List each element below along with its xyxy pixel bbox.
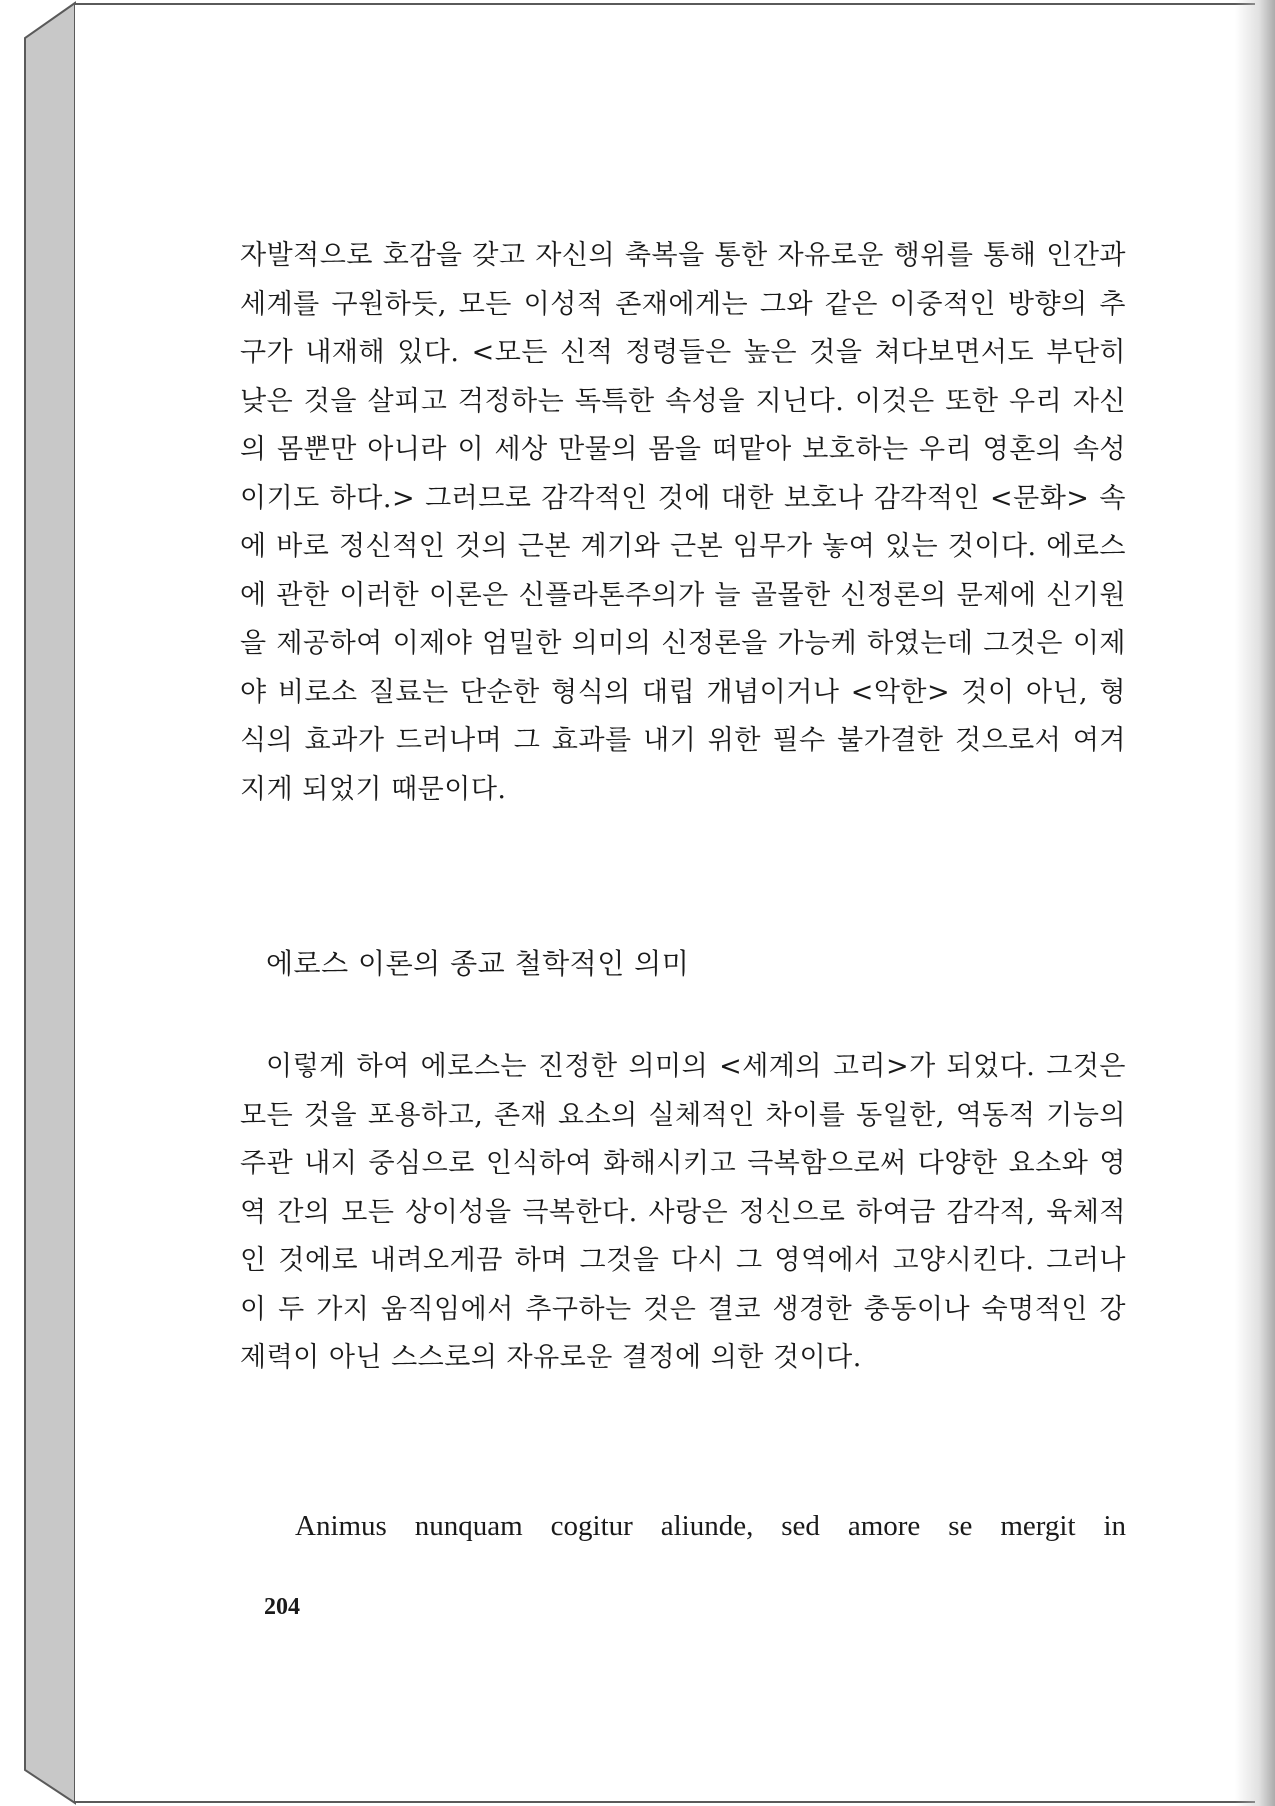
body-paragraph-1: 자발적으로 호감을 갖고 자신의 축복을 통한 자유로운 행위를 통해 인간과 세계를 구원하듯, 모든 이성적 존재에게는 그와 같은 이중적인 방향의 추구가 내재해 있다. <모든 신적 정령들은 높은 것을 쳐다보면서도 부단히 낮은 것을 살피고 걱정하는 독특한 속성을 지닌다. 이것은 또한 우리 자신의 몸뿐만 아니라 이 세상 만물의 몸을 떠맡아 보호하는 우리 영혼의 속성이기도 하다.> 그러므로 감각적인 것에 대한 보호나 감각적인 <문화> 속에 바로 정신적인 것의 근본 계기와 근본 임무가 놓여 있는 것이다. 에로스에 관한 이러한 이론은 신플라톤주의가 늘 골몰한 신정론의 문제에 신기원을 제공하여 이제야 엄밀한 의미의 신정론을 가능케 하였는데 그것은 이제야 비로소 질료는 단순한 형식의 대립 개념이거나 <악한> 것이 아닌, 형식의 효과가 드러나며 그 효과를 내기 위한 필수 불가결한 것으로서 여겨지게 되었기 때문이다. (240, 240, 1126, 805)
body-paragraph-2: 이렇게 하여 에로스는 진정한 의미의 <세계의 고리>가 되었다. 그것은 모든 것을 포용하고, 존재 요소의 실체적인 차이를 동일한, 역동적 기능의 주관 내지 중심으로 인식하여 화해시키고 극복함으로써 다양한 요소와 영역 간의 모든 상이성을 극복한다. 사랑은 정신으로 하여금 감각적, 육체적인 것에로 내려오게끔 하며 그것을 다시 그 영역에서 고양시킨다. 그러나 이 두 가지 움직임에서 추구하는 것은 결코 생경한 충동이나 숙명적인 강제력이 아닌 스스로의 자유로운 결정에 의한 것이다. (240, 1051, 1126, 1373)
page-number: 204 (264, 1594, 300, 1620)
page-edge-shadow (1235, 0, 1275, 1806)
section-heading: 에로스 이론의 종교 철학적인 의미 (266, 947, 690, 980)
latin-quote-line: Animus nunquam cogitur aliunde, sed amore se mergit in (295, 1510, 1126, 1542)
